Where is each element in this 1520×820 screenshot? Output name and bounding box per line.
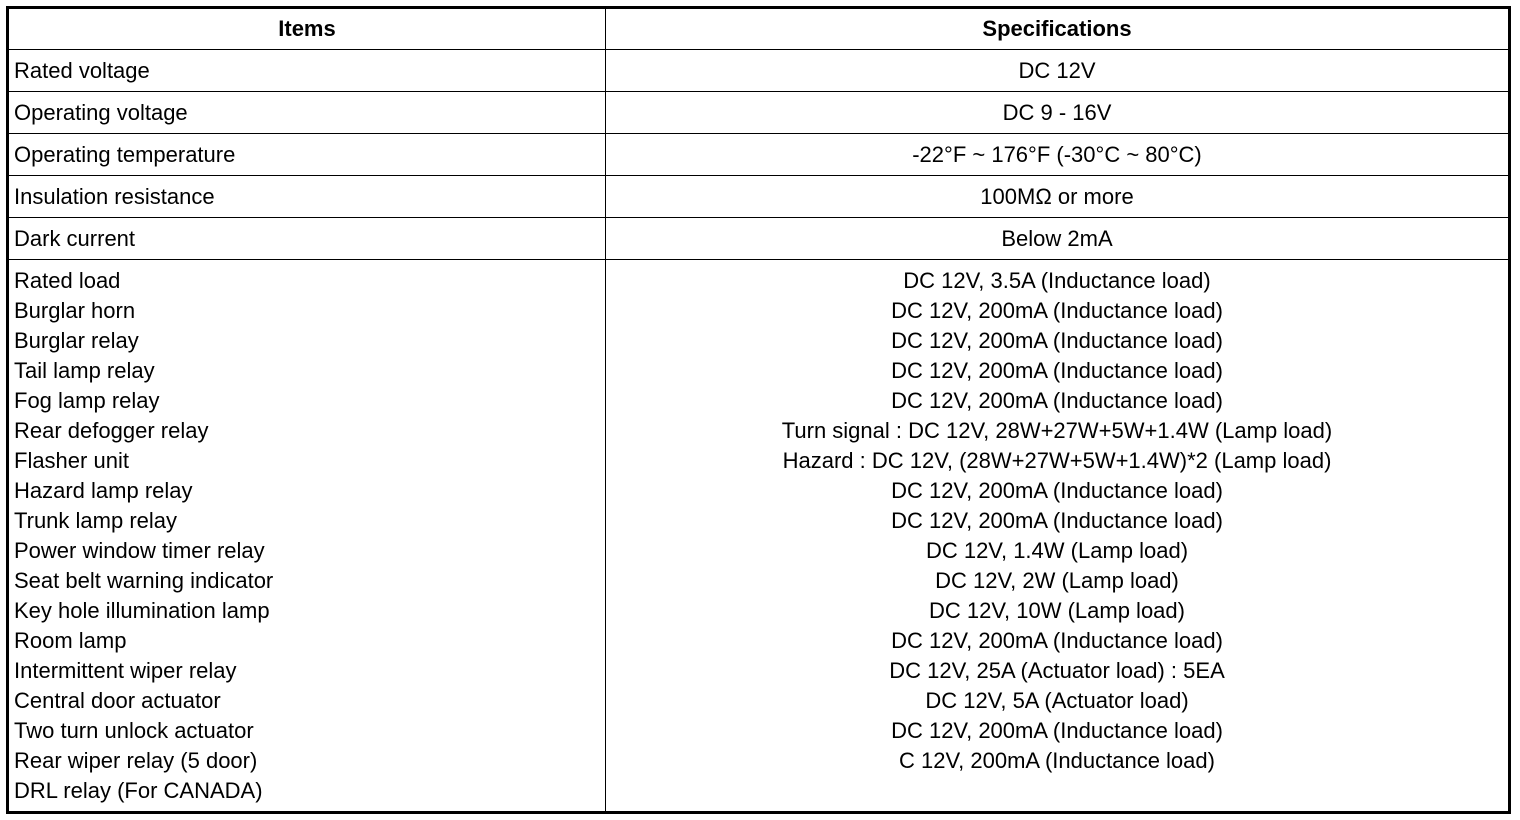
load-row xyxy=(8,260,1510,813)
load-item: Burglar relay xyxy=(14,328,139,353)
load-spec: DC 12V, 200mA (Inductance load) xyxy=(891,718,1223,743)
item-cell: Insulation resistance xyxy=(8,176,606,218)
load-item: DRL relay (For CANADA) xyxy=(14,778,263,803)
item-cell: Operating voltage xyxy=(8,92,606,134)
item-cell: Rated voltage xyxy=(8,50,606,92)
load-item: Seat belt warning indicator xyxy=(14,568,274,593)
load-spec: DC 12V, 3.5A (Inductance load) xyxy=(903,268,1211,293)
load-item: Flasher unit xyxy=(14,448,129,473)
load-item: Key hole illumination lamp xyxy=(14,598,270,623)
load-spec: Hazard : DC 12V, (28W+27W+5W+1.4W)*2 (Lamp load) xyxy=(782,448,1332,473)
load-spec: DC 12V, 5A (Actuator load) xyxy=(925,688,1189,713)
load-item: Rear defogger relay xyxy=(14,418,209,443)
load-spec: C 12V, 200mA (Inductance load) xyxy=(899,748,1215,773)
table-row xyxy=(8,50,1510,92)
load-spec: DC 12V, 200mA (Inductance load) xyxy=(891,388,1223,413)
items-header: Items xyxy=(8,8,606,50)
table-row xyxy=(8,92,1510,134)
load-spec: Turn signal : DC 12V, 28W+27W+5W+1.4W (Lamp load) xyxy=(781,418,1333,443)
load-spec: DC 12V, 200mA (Inductance load) xyxy=(891,628,1223,653)
specifications-table xyxy=(6,6,1511,814)
load-spec: DC 12V, 200mA (Inductance load) xyxy=(891,478,1223,503)
spec-cell: 100MΩ or more xyxy=(606,176,1510,218)
load-item: Hazard lamp relay xyxy=(14,478,193,503)
load-spec: DC 12V, 10W (Lamp load) xyxy=(929,598,1185,623)
load-spec: DC 12V, 200mA (Inductance load) xyxy=(891,298,1223,323)
table-row xyxy=(8,134,1510,176)
load-item: Central door actuator xyxy=(14,688,221,713)
item-cell: Operating temperature xyxy=(8,134,606,176)
load-item: Fog lamp relay xyxy=(14,388,160,413)
load-spec: DC 12V, 200mA (Inductance load) xyxy=(891,508,1223,533)
load-spec: DC 12V, 200mA (Inductance load) xyxy=(891,328,1223,353)
load-item: Rear wiper relay (5 door) xyxy=(14,748,258,773)
load-spec: DC 12V, 25A (Actuator load) : 5EA xyxy=(889,658,1225,683)
load-item: Rated load xyxy=(14,268,121,293)
header-row xyxy=(8,8,1510,50)
spec-cell: DC 9 - 16V xyxy=(606,92,1510,134)
load-spec: DC 12V, 200mA (Inductance load) xyxy=(891,358,1223,383)
load-item: Room lamp xyxy=(14,628,127,653)
load-items-cell xyxy=(8,260,606,813)
table-row xyxy=(8,218,1510,260)
load-item: Power window timer relay xyxy=(14,538,265,563)
spec-cell: Below 2mA xyxy=(606,218,1510,260)
load-spec: DC 12V, 2W (Lamp load) xyxy=(935,568,1179,593)
load-item: Intermittent wiper relay xyxy=(14,658,237,683)
spec-cell: -22°F ~ 176°F (-30°C ~ 80°C) xyxy=(606,134,1510,176)
item-cell: Dark current xyxy=(8,218,606,260)
load-item: Tail lamp relay xyxy=(14,358,155,383)
specifications-header: Specifications xyxy=(606,8,1510,50)
load-spec: DC 12V, 1.4W (Lamp load) xyxy=(925,538,1189,563)
load-specs-cell xyxy=(606,260,1510,813)
load-item: Burglar horn xyxy=(14,298,136,323)
spec-cell: DC 12V xyxy=(606,50,1510,92)
table-row xyxy=(8,176,1510,218)
load-item: Trunk lamp relay xyxy=(14,508,178,533)
load-item: Two turn unlock actuator xyxy=(14,718,254,743)
